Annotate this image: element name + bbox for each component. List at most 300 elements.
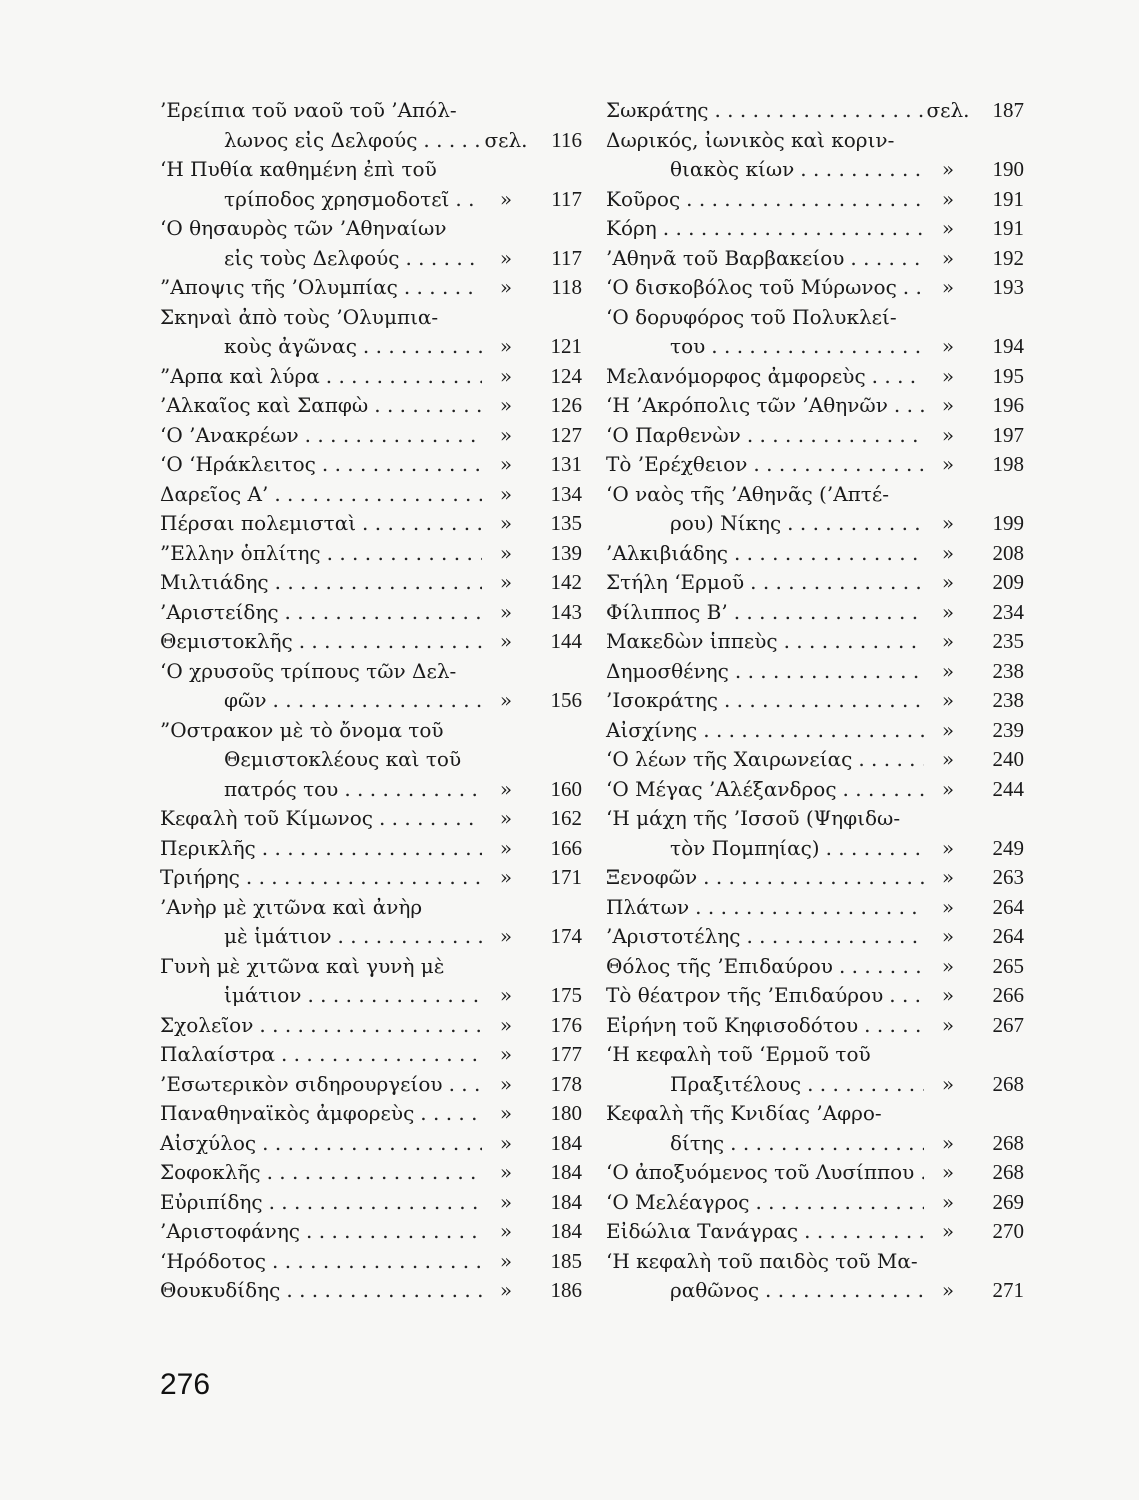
entry-page-number: 244 (992, 776, 1024, 801)
entry-title: ‘Η κεφαλὴ τοῦ ‘Ερμοῦ τοῦ (606, 1042, 871, 1066)
index-entry-line-final (606, 214, 1024, 244)
entry-page-number: 124 (550, 363, 582, 388)
index-entry-line-final (606, 1158, 1024, 1188)
entry-page-number: 235 (992, 629, 1024, 653)
index-entry-line-final (160, 686, 582, 716)
dot-leader (240, 863, 482, 893)
entry-title: Δημοσθένης (606, 658, 729, 683)
index-entry (606, 1099, 1024, 1158)
index-column-left (160, 96, 582, 1306)
dot-leader (759, 1276, 924, 1306)
entry-page-number: 198 (992, 452, 1024, 476)
entry-title: Περικλῆς (160, 835, 256, 860)
entry-page-number: 176 (550, 1012, 582, 1037)
index-entry-line-final (606, 450, 1024, 480)
index-entry (606, 598, 1024, 628)
index-entry (606, 303, 1024, 362)
index-entry (160, 952, 582, 1011)
page-marker: » (499, 245, 513, 270)
entry-page-number: 178 (550, 1071, 582, 1096)
page-marker: » (499, 865, 513, 889)
dot-leader (256, 834, 482, 864)
dot-leader (316, 450, 482, 480)
entry-page-number: 271 (992, 1278, 1024, 1302)
entry-page-number: 263 (992, 865, 1024, 889)
index-entry-line-final (606, 834, 1024, 864)
page-number: 276 (160, 1368, 211, 1401)
index-entry-line-final (160, 539, 582, 569)
page-marker: » (941, 1219, 955, 1243)
entry-title: ’Αλκαῖος καὶ Σαπφὼ (160, 393, 369, 417)
index-entry (606, 657, 1024, 687)
entry-title: ’Εσωτερικὸν σιδηρουργείου (160, 1071, 443, 1096)
index-entry (606, 273, 1024, 303)
index-entry (606, 1247, 1024, 1306)
index-entry (160, 509, 582, 539)
index-entry (606, 185, 1024, 215)
index-entry (160, 657, 582, 716)
entry-page-number: 190 (992, 157, 1024, 181)
index-entry-line (606, 1247, 1024, 1277)
entry-title: Δαρεῖος Α’ (160, 481, 269, 506)
index-entry (160, 96, 582, 155)
index-entry (160, 1070, 582, 1100)
page-marker: » (941, 570, 955, 594)
page-marker: » (941, 894, 955, 919)
index-entry-line-final (160, 480, 582, 510)
page-marker: » (499, 511, 513, 535)
dot-leader (417, 126, 482, 156)
entry-title: ”Αποψις τῆς ’Ολυμπίας (160, 275, 398, 299)
entry-page-number: 269 (992, 1189, 1024, 1214)
page-marker: » (499, 1042, 513, 1066)
entry-page-number: 268 (992, 1160, 1024, 1184)
entry-page-number: 184 (550, 1189, 582, 1214)
dot-leader (256, 1129, 482, 1159)
entry-title: Αἰσχύλος (160, 1130, 257, 1155)
entry-title: Σκηναὶ ἀπὸ τοὺς ’Ολυμπια- (160, 304, 439, 329)
index-entry (606, 686, 1024, 716)
entry-title: ‘Ο θησαυρὸς τῶν ’Αθηναίων (160, 216, 447, 240)
index-entry-line (160, 716, 582, 746)
dot-leader (268, 480, 482, 510)
dot-leader (697, 716, 924, 746)
entry-title: μὲ ἱμάτιον (224, 924, 332, 948)
entry-title: ’Ανὴρ μὲ χιτῶνα καὶ ἀνὴρ (160, 894, 423, 919)
index-entry-line-final (606, 1217, 1024, 1247)
index-entry-line (160, 214, 582, 244)
entry-page-number: 197 (992, 422, 1024, 447)
index-entry-line-final (606, 745, 1024, 775)
entry-title: του (670, 334, 706, 358)
dot-leader (398, 273, 482, 303)
index-entry-line-final (606, 863, 1024, 893)
entry-title: ‘Η μάχη τῆς ’Ισσοῦ (Ψηφιδω- (606, 806, 901, 830)
entry-page-number: 116 (551, 127, 582, 152)
index-entry (160, 391, 582, 421)
entry-title: ’Ισοκράτης (606, 688, 718, 712)
page-marker: » (941, 599, 955, 624)
index-entry (160, 450, 582, 480)
dot-leader (356, 509, 482, 539)
entry-page-number: 131 (550, 452, 582, 476)
index-entry (160, 214, 582, 273)
dot-leader (866, 362, 924, 392)
page-marker: » (941, 1130, 955, 1155)
dot-leader (883, 981, 924, 1011)
entry-title: Παναθηναϊκὸς ἀμφορεὺς (160, 1101, 415, 1125)
index-entry-line-final (606, 509, 1024, 539)
index-entry (606, 804, 1024, 863)
index-entry (160, 1217, 582, 1247)
index-entry (160, 273, 582, 303)
page-marker: » (499, 1012, 513, 1037)
dot-leader (280, 1276, 482, 1306)
entry-page-number: 238 (992, 688, 1024, 712)
entry-page-number: 270 (992, 1219, 1024, 1243)
index-entry-line-final (606, 539, 1024, 569)
entry-title: Τὸ ’Ερέχθειον (606, 452, 748, 476)
index-entry-line-final (606, 686, 1024, 716)
index-entry-line-final (160, 834, 582, 864)
index-entry-line-final (160, 804, 582, 834)
dot-leader (657, 214, 924, 244)
entry-title: λωνος εἰς Δελφούς (224, 127, 418, 152)
index-entry-line-final (160, 1247, 582, 1277)
entry-page-number: 174 (550, 924, 582, 948)
dot-leader (368, 391, 482, 421)
entry-title: Κόρη (606, 216, 657, 240)
entry-page-number: 180 (550, 1101, 582, 1125)
index-entry-line-final (160, 185, 582, 215)
entry-page-number: 209 (992, 570, 1024, 594)
index-entry-line (160, 657, 582, 687)
index-entry (606, 214, 1024, 244)
entry-page-number: 166 (550, 835, 582, 860)
index-entry (160, 1129, 582, 1159)
page-marker: » (499, 393, 513, 417)
dot-leader (897, 273, 924, 303)
entry-title: ’Αριστοφάνης (160, 1219, 301, 1243)
index-entry-line-final (160, 1070, 582, 1100)
index-entry (160, 1011, 582, 1041)
dot-leader (275, 1040, 482, 1070)
page-marker: » (941, 511, 955, 535)
page-marker: » (941, 186, 955, 211)
dot-leader (680, 185, 924, 215)
dot-leader (728, 539, 924, 569)
index-entry-line-final (160, 627, 582, 657)
entry-page-number: 266 (992, 983, 1024, 1007)
index-entry (606, 1188, 1024, 1218)
dot-leader (833, 952, 924, 982)
index-entry-line (160, 96, 582, 126)
page-marker: » (499, 570, 513, 594)
entry-title: Εἰδώλια Τανάγρας (606, 1219, 799, 1243)
index-entry (160, 834, 582, 864)
page-marker: » (499, 1248, 513, 1273)
index-entry (160, 568, 582, 598)
index-entry (606, 893, 1024, 923)
entry-title: Θεμιστοκλέους καὶ τοῦ (224, 747, 462, 771)
entry-page-number: 240 (992, 747, 1024, 771)
entry-title: τὸν Πομπηίας) (670, 835, 820, 860)
dot-leader (728, 598, 924, 628)
index-entry-line (160, 893, 582, 923)
dot-leader (820, 834, 924, 864)
page-marker: σελ. (484, 127, 528, 152)
index-entry-line (606, 480, 1024, 510)
dot-leader (357, 332, 482, 362)
page-marker: » (499, 452, 513, 476)
page-marker: » (941, 717, 955, 742)
entry-title: Παλαίστρα (160, 1042, 275, 1066)
entry-page-number: 117 (551, 245, 582, 270)
index-entry-line-final (606, 421, 1024, 451)
entry-page-number: 185 (550, 1248, 582, 1273)
index-entry (606, 480, 1024, 539)
entry-page-number: 264 (992, 894, 1024, 919)
dot-leader (697, 863, 924, 893)
entry-title: ἱμάτιον (224, 983, 302, 1007)
index-entry-line-final (606, 1276, 1024, 1306)
index-entry (606, 244, 1024, 274)
dot-leader (844, 244, 924, 274)
page-marker: » (941, 422, 955, 447)
entry-title: Μακεδὼν ἱππεὺς (606, 629, 778, 653)
entry-title: ’Αριστείδης (160, 599, 279, 624)
dot-leader (778, 627, 924, 657)
page-marker: » (941, 393, 955, 417)
entry-page-number: 191 (992, 186, 1024, 211)
index-entry-line-final (160, 362, 582, 392)
entry-title: Εἰρήνη τοῦ Κηφισοδότου (606, 1012, 859, 1037)
entry-page-number: 175 (550, 983, 582, 1007)
dot-leader (266, 686, 482, 716)
index-entry-line-final (160, 421, 582, 451)
entry-page-number: 238 (992, 658, 1024, 683)
entry-page-number: 199 (992, 511, 1024, 535)
entry-title: Θόλος τῆς ’Επιδαύρου (606, 953, 833, 978)
index-entry (606, 775, 1024, 805)
dot-leader (279, 598, 482, 628)
index-entry (160, 421, 582, 451)
page-marker: » (499, 334, 513, 358)
index-entry (160, 598, 582, 628)
entry-title: Ξενοφῶν (606, 865, 698, 889)
entry-page-number: 121 (550, 334, 582, 358)
page-marker: » (499, 1101, 513, 1125)
entry-title: Πραξιτέλους (670, 1071, 802, 1096)
entry-page-number: 234 (992, 599, 1024, 624)
index-entry-line-final (606, 273, 1024, 303)
index-entry (160, 716, 582, 805)
entry-title: ”Οστρακον μὲ τὸ ὄνομα τοῦ (160, 717, 444, 742)
page-marker: » (499, 599, 513, 624)
page-marker: » (941, 1160, 955, 1184)
page-marker: » (499, 422, 513, 447)
index-entry-line-final (606, 244, 1024, 274)
entry-page-number: 118 (551, 275, 582, 299)
index-entry-line (606, 303, 1024, 333)
entry-title: Σοφοκλῆς (160, 1160, 261, 1184)
entry-page-number: 135 (550, 511, 582, 535)
index-entry-line-final (606, 657, 1024, 687)
entry-title: Τριήρης (160, 865, 240, 889)
page-marker: » (499, 629, 513, 653)
entry-title: ‘Ο Μέγας ’Αλέξανδρος (606, 776, 837, 801)
index-entry-line-final (160, 332, 582, 362)
dot-leader (729, 657, 924, 687)
entry-page-number: 208 (992, 540, 1024, 565)
index-entry-line (160, 952, 582, 982)
entry-page-number: 192 (992, 245, 1024, 270)
page-marker: » (499, 186, 513, 211)
entry-page-number: 195 (992, 363, 1024, 388)
entry-page-number: 139 (550, 540, 582, 565)
entry-page-number: 127 (550, 422, 582, 447)
entry-title: ‘Ο ’Ανακρέων (160, 422, 299, 447)
page-marker: » (941, 629, 955, 653)
index-entry (160, 1247, 582, 1277)
page-marker: » (499, 1189, 513, 1214)
index-entry (606, 627, 1024, 657)
entry-title: Στήλη ‘Ερμοῦ (606, 570, 745, 594)
page-marker: » (499, 1130, 513, 1155)
index-entry-line-final (606, 716, 1024, 746)
entry-title: Πέρσαι πολεμισταὶ (160, 511, 357, 535)
entry-page-number: 268 (992, 1071, 1024, 1096)
page-marker: » (941, 953, 955, 978)
index-entry-line-final (606, 1188, 1024, 1218)
index-entry-line-final (160, 568, 582, 598)
entry-title: ‘Ο ‘Ηράκλειτος (160, 452, 316, 476)
entry-page-number: 268 (992, 1130, 1024, 1155)
dot-leader (399, 244, 482, 274)
index-entry-line-final (160, 863, 582, 893)
entry-page-number: 184 (550, 1160, 582, 1184)
index-entry-line-final (606, 568, 1024, 598)
entry-title: Μελανόμορφος ἀμφορεὺς (606, 363, 866, 388)
index-entry-line-final (606, 1129, 1024, 1159)
index-entry (606, 421, 1024, 451)
index-entry (606, 96, 1024, 126)
entry-page-number: 267 (992, 1012, 1024, 1037)
entry-title: ‘Ο δισκοβόλος τοῦ Μύρωνος (606, 275, 897, 299)
index-entry-line-final (606, 391, 1024, 421)
index-entry-line (160, 745, 582, 775)
index-entry (160, 362, 582, 392)
index-entry (606, 1040, 1024, 1099)
entry-page-number: 126 (550, 393, 582, 417)
dot-leader (837, 775, 924, 805)
index-entry-line-final (160, 273, 582, 303)
entry-title: ‘Η κεφαλὴ τοῦ παιδὸς τοῦ Μα- (606, 1248, 918, 1273)
entry-page-number: 177 (550, 1042, 582, 1066)
entry-page-number: 117 (551, 186, 582, 211)
index-entry (160, 1276, 582, 1306)
index-entry-line-final (160, 509, 582, 539)
index-entry-line-final (606, 981, 1024, 1011)
index-entry (606, 981, 1024, 1011)
dot-leader (321, 539, 482, 569)
index-entry (160, 1188, 582, 1218)
index-column-right (606, 96, 1024, 1306)
index-entry (606, 716, 1024, 746)
dot-leader (747, 450, 924, 480)
entry-title: Πλάτων (606, 894, 690, 919)
entry-title: ’Αθηνᾶ τοῦ Βαρβακείου (606, 245, 845, 270)
dot-leader (253, 1011, 482, 1041)
index-entry (606, 1011, 1024, 1041)
page-marker: » (499, 1278, 513, 1302)
entry-page-number: 171 (550, 865, 582, 889)
entry-page-number: 196 (992, 393, 1024, 417)
page-marker: » (941, 1012, 955, 1037)
dot-leader (299, 421, 482, 451)
index-entry-line-final (160, 1040, 582, 1070)
index-entry-line-final (160, 244, 582, 274)
index-entry-line-final (606, 1011, 1024, 1041)
page-marker: » (499, 540, 513, 565)
index-entry-line-final (606, 627, 1024, 657)
index-entry-line-final (160, 598, 582, 628)
dot-leader (449, 185, 482, 215)
page-marker: » (499, 806, 513, 830)
dot-leader (689, 893, 924, 923)
index-entry-line-final (160, 922, 582, 952)
index-entry-line-final (606, 952, 1024, 982)
entry-title: ‘Ο Μελέαγρος (606, 1189, 750, 1214)
page-marker: » (941, 776, 955, 801)
page-marker: σελ. (926, 98, 970, 122)
index-entry (160, 539, 582, 569)
entry-page-number: 249 (992, 835, 1024, 860)
entry-page-number: 134 (550, 481, 582, 506)
entry-title: ρου) Νίκης (670, 511, 782, 535)
index-entry (160, 1099, 582, 1129)
dot-leader (744, 568, 924, 598)
index-entry-line-final (606, 1070, 1024, 1100)
entry-page-number: 184 (550, 1130, 582, 1155)
entry-title: ”Αρπα καὶ λύρα (160, 363, 320, 388)
entry-page-number: 144 (550, 629, 582, 653)
entry-title: ’Ερείπια τοῦ ναοῦ τοῦ ’Απόλ- (160, 98, 457, 122)
dot-leader (300, 1217, 482, 1247)
entry-title: ‘Η Πυθία καθημένη ἐπὶ τοῦ (160, 157, 437, 181)
entry-title: ’Αριστοτέλης (606, 924, 741, 948)
page-marker: » (499, 835, 513, 860)
entry-title: ραθῶνος (670, 1278, 760, 1302)
page-marker: » (499, 363, 513, 388)
index-entry-line-final (606, 598, 1024, 628)
index-entry (160, 893, 582, 952)
page-marker: » (941, 1071, 955, 1096)
index-entry-line-final (160, 450, 582, 480)
index-entry-line-final (606, 96, 1024, 126)
entry-title: ‘Ο ναὸς τῆς ’Αθηνᾶς (’Απτέ- (606, 481, 889, 506)
page-marker: » (499, 688, 513, 712)
index-entry (606, 863, 1024, 893)
index-entry (606, 745, 1024, 775)
entry-title: Κεφαλὴ τοῦ Κίμωνος (160, 806, 373, 830)
entry-title: ”Ελλην ὁπλίτης (160, 540, 321, 565)
entry-title: Σχολεῖον (160, 1012, 254, 1037)
page-marker: » (941, 1189, 955, 1214)
index-entry (606, 450, 1024, 480)
entry-page-number: 193 (992, 275, 1024, 299)
entry-title: εἰς τοὺς Δελφούς (224, 245, 400, 270)
